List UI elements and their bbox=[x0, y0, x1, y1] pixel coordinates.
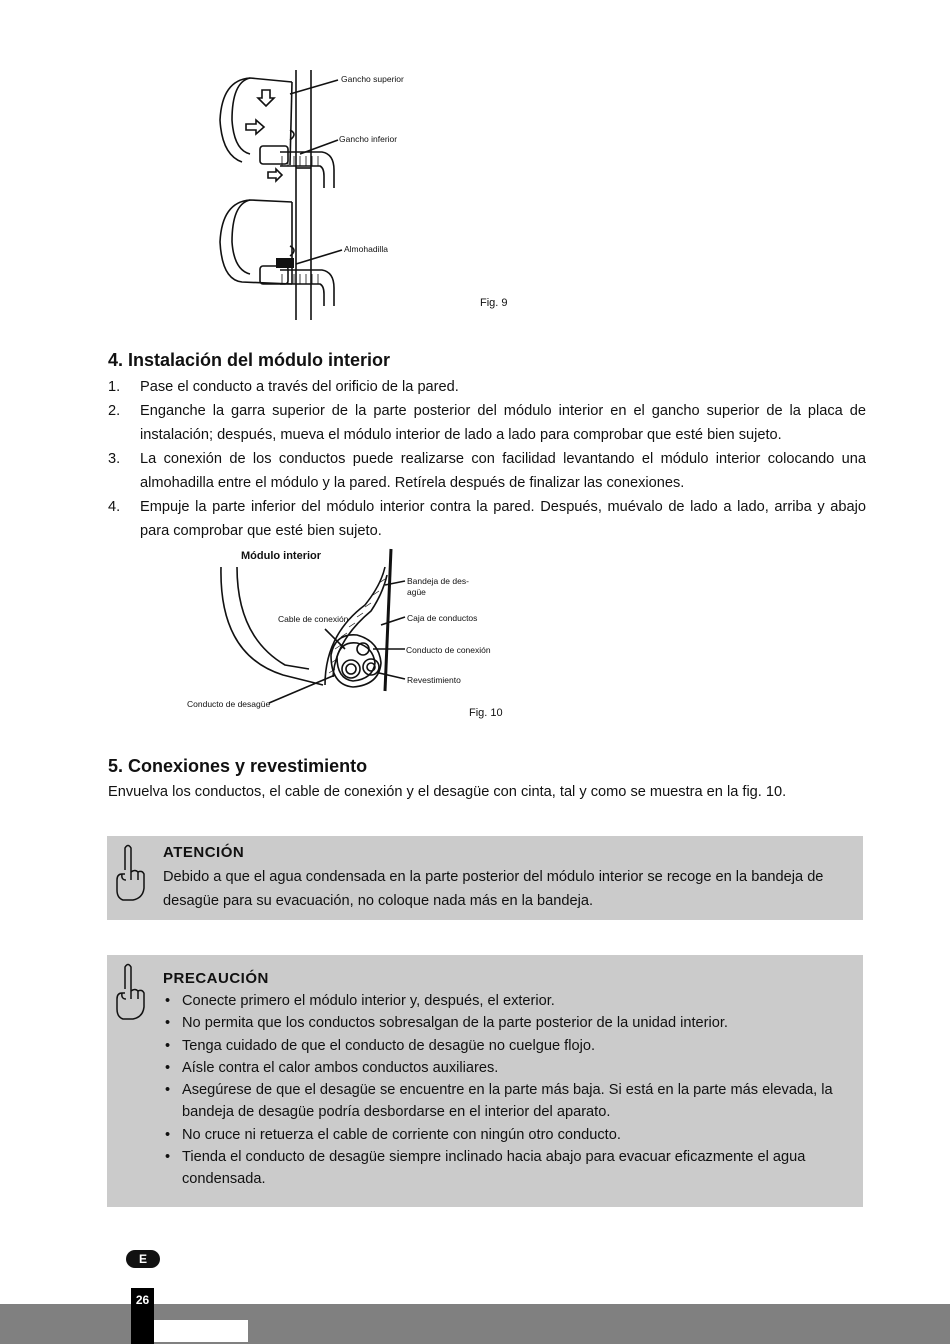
figure-10-caption: Fig. 10 bbox=[469, 707, 503, 719]
section-4-steps bbox=[108, 375, 866, 543]
step-number: 1. bbox=[108, 379, 121, 395]
figure-9 bbox=[210, 70, 470, 322]
list-item: • Asegúrese de que el desagüe se encuentre en la parte más baja. Si está en la parte más elevada, la bandeja de desagüe podría desbordarse en el interior del aparato. bbox=[163, 1079, 843, 1124]
caution-list bbox=[163, 990, 843, 1191]
label-lower-hook: Gancho inferior bbox=[339, 134, 398, 144]
figure-10 bbox=[185, 545, 505, 715]
step-text: Empuje la parte inferior del módulo interior contra la pared. Después, muévalo de lado a lado, arriba y abajo para comprobar que esté bien sujeto. bbox=[140, 499, 866, 539]
language-badge: E bbox=[126, 1250, 160, 1268]
attention-title: ATENCIÓN bbox=[163, 844, 245, 861]
step-item bbox=[108, 495, 866, 543]
section-5-text: Envuelva los conductos, el cable de conexión y el desagüe con cinta, tal y como se muestra en la fig. 10. bbox=[108, 784, 787, 800]
step-item bbox=[108, 399, 866, 447]
pointing-hand-icon bbox=[113, 842, 147, 904]
label-upper-hook: Gancho superior bbox=[341, 74, 404, 84]
label-drain-pan-cont: agüe bbox=[407, 587, 426, 597]
footer-white-tab bbox=[154, 1320, 248, 1342]
step-number: 4. bbox=[108, 499, 121, 515]
label-connection-cable: Cable de conexión bbox=[278, 614, 349, 624]
list-item: • No permita que los conductos sobresalgan de la parte posterior de la unidad interior. bbox=[163, 1012, 843, 1034]
step-text: Enganche la garra superior de la parte posterior del módulo interior en el gancho superior de la placa de instalación; después, mueva el módulo interior de lado a lado para comprobar que esté bien sujeto. bbox=[140, 403, 866, 443]
pointing-hand-icon bbox=[113, 961, 147, 1023]
caution-title: PRECAUCIÓN bbox=[163, 970, 269, 987]
list-item: • Aísle contra el calor ambos conductos auxiliares. bbox=[163, 1057, 843, 1079]
label-duct-box: Caja de conductos bbox=[407, 613, 478, 623]
figure-10-title: Módulo interior bbox=[241, 550, 322, 562]
figure-9-caption: Fig. 9 bbox=[480, 297, 508, 309]
section-5-heading: 5. Conexiones y revestimiento bbox=[108, 756, 368, 776]
list-item: • No cruce ni retuerza el cable de corriente con ningún otro conducto. bbox=[163, 1124, 843, 1146]
list-item: • Tienda el conducto de desagüe siempre inclinado hacia abajo para evacuar eficazmente el agua condensada. bbox=[163, 1146, 843, 1191]
list-item: • Tenga cuidado de que el conducto de desagüe no cuelgue flojo. bbox=[163, 1035, 843, 1057]
label-drain-duct: Conducto de desagüe bbox=[187, 699, 271, 709]
step-text: Pase el conducto a través del orificio de la pared. bbox=[140, 379, 459, 395]
page-number: 26 bbox=[131, 1288, 154, 1344]
figure-10-drawing bbox=[185, 545, 505, 715]
label-drain-pan: Bandeja de des- bbox=[407, 576, 469, 586]
figure-9-drawing bbox=[210, 70, 470, 322]
label-cladding: Revestimiento bbox=[407, 675, 461, 685]
label-connection-duct: Conducto de conexión bbox=[406, 645, 491, 655]
list-item: • Conecte primero el módulo interior y, después, el exterior. bbox=[163, 990, 843, 1012]
label-pad: Almohadilla bbox=[344, 244, 388, 254]
step-item bbox=[108, 375, 866, 399]
step-item bbox=[108, 447, 866, 495]
pad-block bbox=[276, 258, 294, 268]
section-4-heading: 4. Instalación del módulo interior bbox=[108, 350, 391, 370]
step-number: 2. bbox=[108, 403, 121, 419]
step-text: La conexión de los conductos puede realizarse con facilidad levantando el módulo interior colocando una almohadilla entre el módulo y la pared. Retírela después de finalizar las conexiones. bbox=[140, 451, 866, 491]
attention-text: Debido a que el agua condensada en la parte posterior del módulo interior se recoge en la bandeja de desagüe para su evacuación, no coloque nada más en la bandeja. bbox=[163, 869, 824, 909]
attention-box bbox=[107, 836, 863, 920]
step-number: 3. bbox=[108, 451, 121, 467]
caution-box bbox=[107, 955, 863, 1207]
